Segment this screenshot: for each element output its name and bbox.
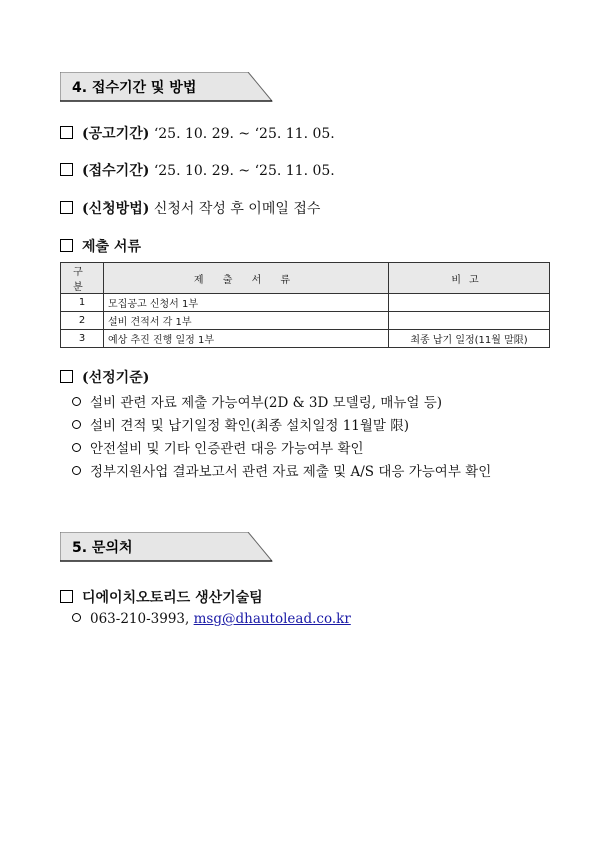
criteria-bullet bbox=[72, 414, 409, 434]
section-5-title: 5. 문의처 bbox=[72, 540, 133, 556]
criteria-text: 설비 견적 및 납기일정 확인(최종 설치일정 11월말 限) bbox=[90, 418, 410, 434]
bullet-circle-icon bbox=[72, 397, 81, 406]
application-method-label: (신청방법) bbox=[82, 201, 150, 217]
row-note bbox=[389, 312, 550, 330]
checkbox-square-icon bbox=[60, 126, 73, 139]
criteria-text: 설비 관련 자료 제출 가능여부(2D & 3D 모델링, 매뉴얼 등) bbox=[90, 395, 443, 411]
table-row bbox=[61, 294, 550, 312]
application-period-label: (접수기간) bbox=[82, 163, 150, 179]
notice-period-value: ‘25. 10. 29. ~ ‘25. 11. 05. bbox=[153, 126, 335, 142]
bullet-circle-icon bbox=[72, 466, 81, 475]
section-4-title: 4. 접수기간 및 방법 bbox=[72, 80, 197, 96]
column-header-note: 비고 bbox=[389, 263, 550, 294]
row-number: 2 bbox=[61, 312, 104, 330]
table-header-row bbox=[61, 263, 550, 294]
contact-phone: 063-210-3993, bbox=[90, 611, 190, 627]
documents-heading: 제출 서류 bbox=[82, 239, 141, 255]
criteria-bullet bbox=[72, 391, 442, 411]
contact-info-line bbox=[72, 611, 351, 627]
column-header-documents: 제 출 서 류 bbox=[104, 263, 389, 294]
application-method-value: 신청서 작성 후 이메일 접수 bbox=[153, 201, 321, 217]
checkbox-square-icon bbox=[60, 590, 73, 603]
application-period-line bbox=[60, 160, 335, 180]
row-number: 3 bbox=[61, 330, 104, 348]
row-document: 설비 견적서 각 1부 bbox=[104, 312, 389, 330]
criteria-heading-line bbox=[60, 367, 149, 387]
checkbox-square-icon bbox=[60, 201, 73, 214]
checkbox-square-icon bbox=[60, 163, 73, 176]
criteria-heading: (선정기준) bbox=[82, 370, 150, 386]
section-4-header bbox=[60, 72, 274, 102]
notice-period-label: (공고기간) bbox=[82, 126, 150, 142]
column-header-category: 구분 bbox=[61, 263, 104, 294]
application-method-line bbox=[60, 198, 320, 218]
notice-period-line bbox=[60, 123, 335, 143]
bullet-circle-icon bbox=[72, 443, 81, 452]
criteria-text: 안전설비 및 기타 인증관련 대응 가능여부 확인 bbox=[90, 441, 364, 457]
bullet-circle-icon bbox=[72, 420, 81, 429]
row-number: 1 bbox=[61, 294, 104, 312]
row-document: 예상 추진 진행 일정 1부 bbox=[104, 330, 389, 348]
criteria-text: 정부지원사업 결과보고서 관련 자료 제출 및 A/S 대응 가능여부 확인 bbox=[90, 464, 492, 480]
row-document: 모집공고 신청서 1부 bbox=[104, 294, 389, 312]
bullet-circle-icon bbox=[72, 613, 81, 622]
checkbox-square-icon bbox=[60, 239, 73, 252]
contact-email-link[interactable]: msg@dhautolead.co.kr bbox=[193, 611, 351, 627]
contact-team-line bbox=[60, 587, 263, 607]
section-5-header bbox=[60, 532, 274, 562]
contact-team: 디에이치오토리드 생산기술팀 bbox=[82, 590, 263, 606]
row-note: 최종 납기 일정(11월 말限) bbox=[389, 330, 550, 348]
table-row bbox=[61, 312, 550, 330]
documents-table bbox=[60, 262, 550, 348]
checkbox-square-icon bbox=[60, 370, 73, 383]
application-period-value: ‘25. 10. 29. ~ ‘25. 11. 05. bbox=[153, 163, 335, 179]
row-note bbox=[389, 294, 550, 312]
table-row bbox=[61, 330, 550, 348]
criteria-bullet bbox=[72, 460, 491, 480]
criteria-bullet bbox=[72, 437, 364, 457]
documents-heading-line bbox=[60, 236, 141, 256]
